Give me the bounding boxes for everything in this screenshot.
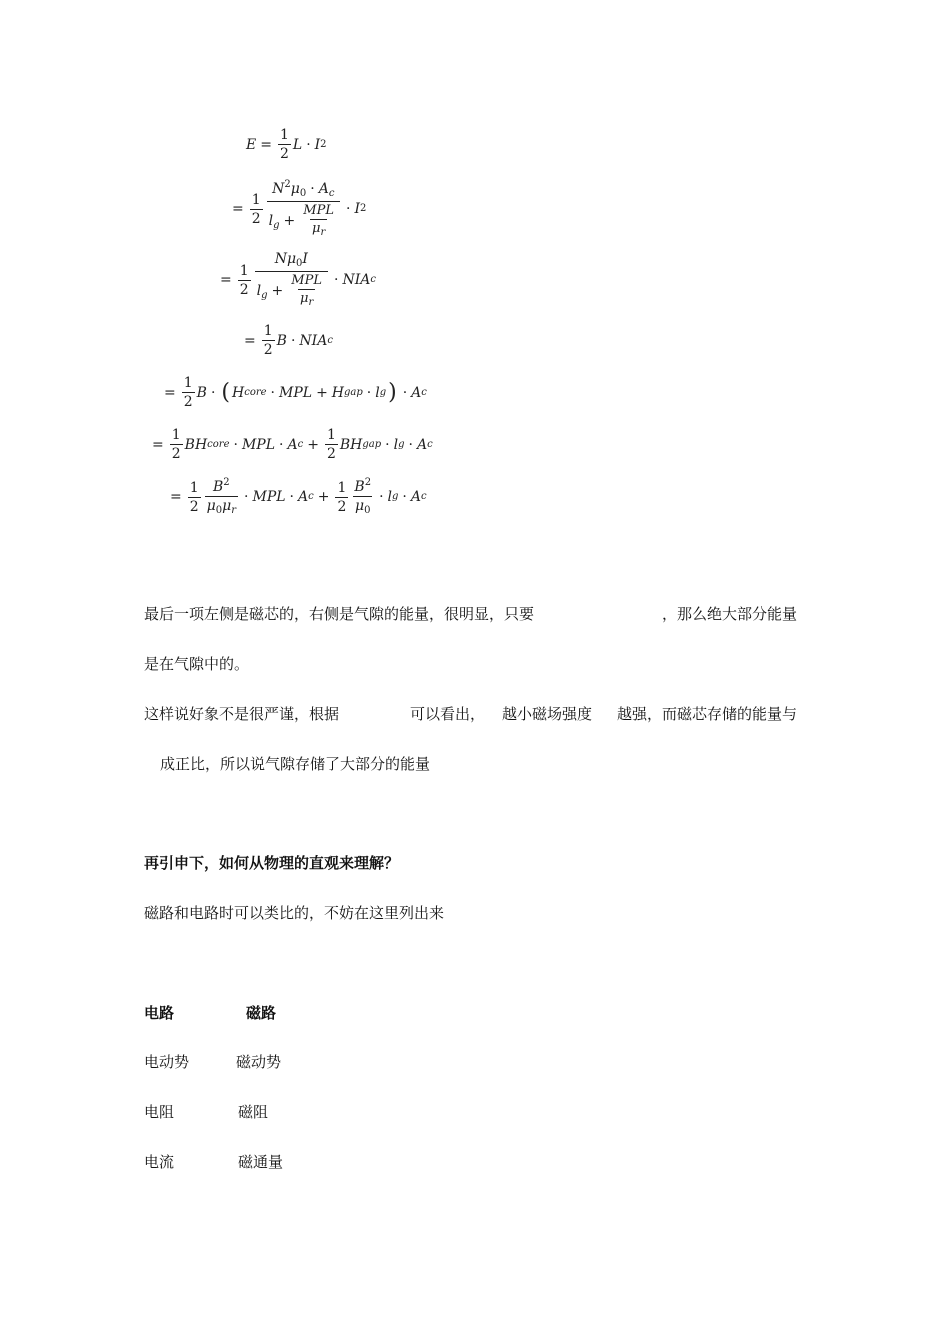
equation-line-7: = $\frac{1}{2}$ $\frac{B^2}{\mu_0\mu_r}$ · MPL · A c + $\frac{1}{2}$ $\frac{B^2}{\mu_0}$ · l g · A c (170, 477, 427, 516)
p2-text-d: 越强，而磁芯存储的能量与 (617, 705, 798, 723)
equation-line-4: = $\frac{1}{2}$ B · NI A c (244, 323, 333, 358)
paragraph-1-line-1-tail (662, 603, 797, 624)
p1-text-c: 是在气隙中的。 (144, 655, 250, 673)
table-row-2-magnetic: 磁阻 (238, 1103, 269, 1121)
paragraph-1-line-2 (144, 653, 249, 674)
p3-text: 磁路和电路时可以类比的，不妨在这里列出来 (144, 904, 445, 922)
equation-line-6: = $\frac{1}{2}$ B H core · MPL · A c + $\frac{1}{2}$ B H gap · l g · A c (152, 427, 433, 462)
paragraph-2-seg-e (160, 753, 430, 774)
p2-text-e: 成正比，所以说气隙存储了大部分的能量 (160, 755, 431, 773)
equation-line-1: E = $\frac{1}{2}$ L · I 2 (246, 127, 327, 162)
table-row-1-circuit: 电动势 (144, 1053, 190, 1071)
paragraph-1-line-1 (144, 603, 534, 624)
paragraph-3 (144, 902, 444, 923)
table-row-2-circuit: 电阻 (144, 1103, 175, 1121)
paragraph-2-seg-b (410, 703, 485, 724)
paragraph-2-seg-a (144, 703, 339, 724)
equation-line-5: = $\frac{1}{2}$ B · ( H core · MPL + H gap · l g ) · A c (164, 375, 427, 410)
paragraph-2-seg-c (502, 703, 592, 724)
p1-text-a: 最后一项左侧是磁芯的，右侧是气隙的能量，很明显，只要 (144, 605, 535, 623)
table-row-3-circuit: 电流 (144, 1153, 175, 1171)
section-heading (144, 852, 399, 873)
table-header-circuit: 电路 (144, 1004, 175, 1022)
heading-text: 再引申下，如何从物理的直观来理解？ (144, 854, 400, 872)
p2-text-c: 越小磁场强度 (502, 705, 593, 723)
p2-text-b: 可以看出， (410, 705, 486, 723)
table-row-1-magnetic: 磁动势 (236, 1053, 282, 1071)
table-row-3-magnetic: 磁通量 (238, 1153, 284, 1171)
equation-line-3: = $\frac{1}{2}$ $N\mu_0I$ $l_g$ + $\frac{\text{MPL}}{\mu_r}$ · NI A c (220, 251, 376, 308)
equation-line-2: = $\frac{1}{2}$ $N^2\mu_0 \cdot A_c$ $l_g$ + $\frac{\text{MPL}}{\mu_r}$ · I 2 (232, 179, 367, 238)
paragraph-2-seg-d (617, 703, 797, 724)
table-header-magnetic: 磁路 (246, 1004, 277, 1022)
p1-text-b: ，那么绝大部分能量 (662, 605, 798, 623)
p2-text-a: 这样说好象不是很严谨，根据 (144, 705, 340, 723)
